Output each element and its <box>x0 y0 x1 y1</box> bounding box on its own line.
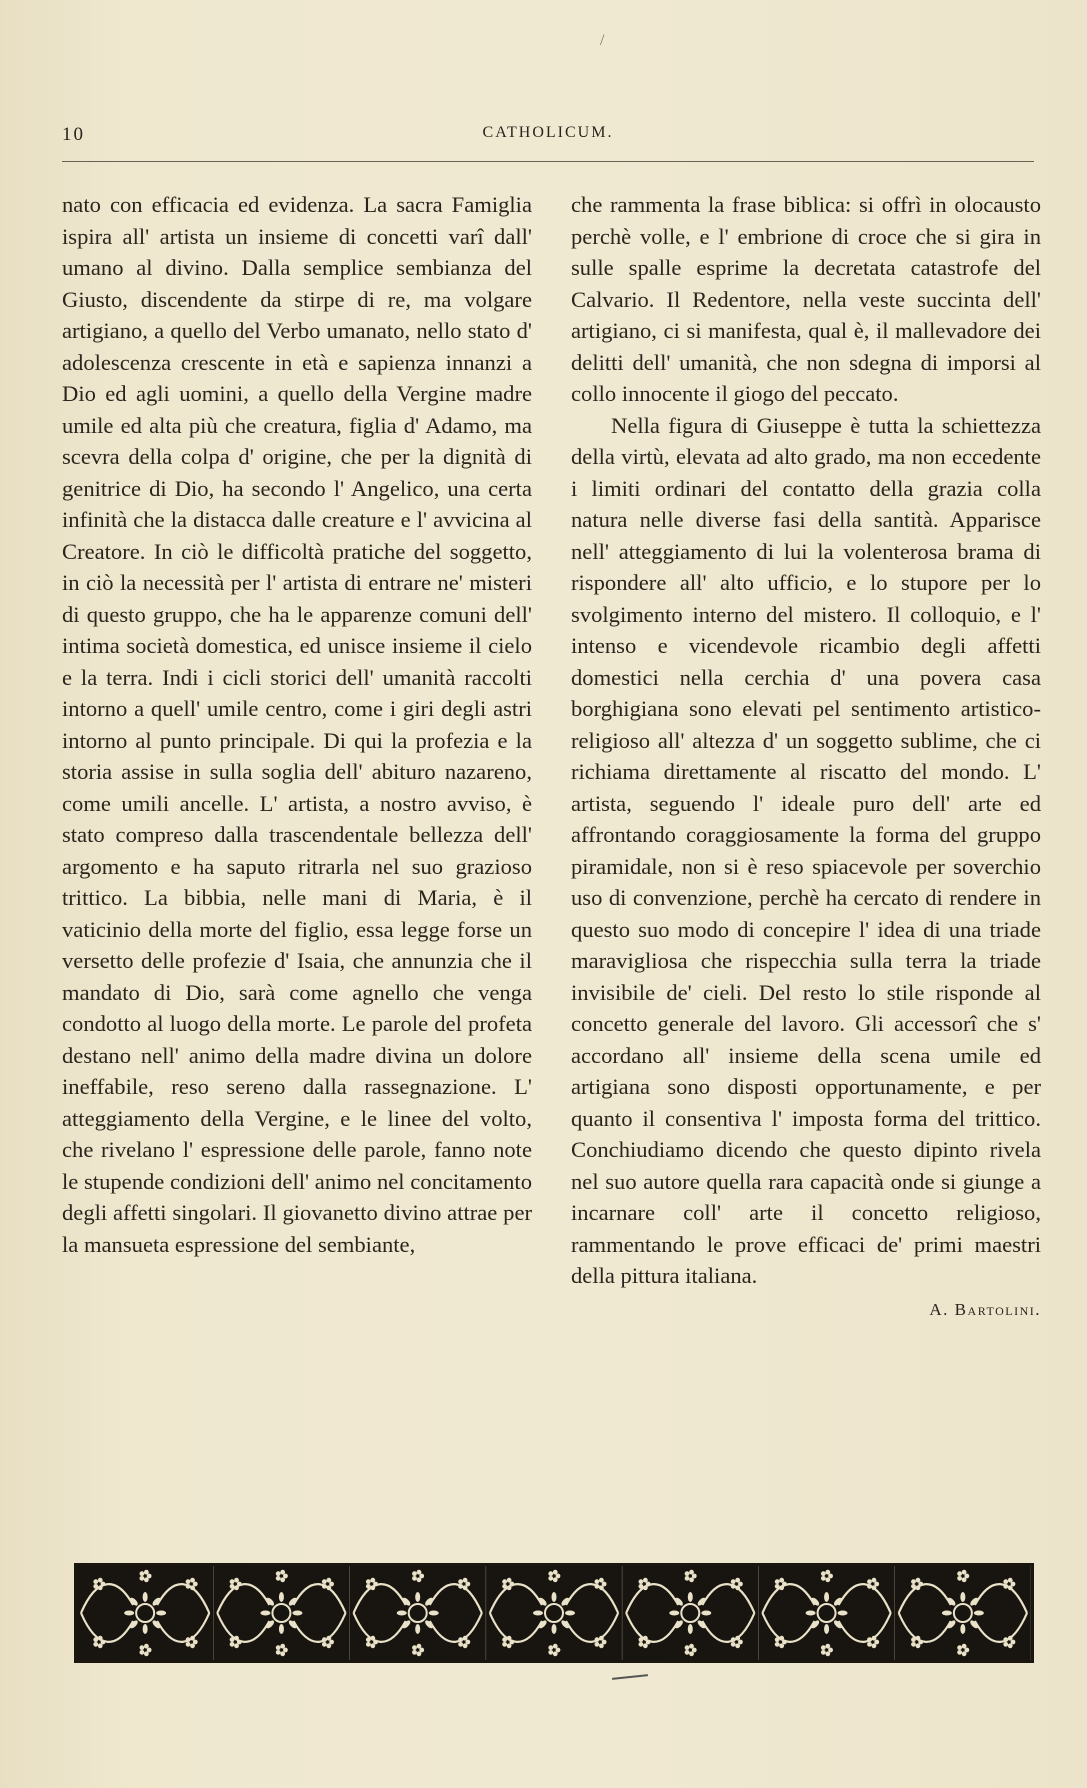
left-column <box>62 189 532 1260</box>
page-number: 10 <box>62 124 85 145</box>
running-title: CATHOLICUM. <box>482 124 614 141</box>
right-paragraph-1: che rammenta la frase biblica: si offrì in olocausto perchè volle, e l' embrione di croce che si gira in sulle spalle esprime la decretata catastrofe del Calvario. Il Redentore, nella veste succinta dell' artigiano, ci si manifesta, qual è, il mallevadore dei delitti dell' umanità, che non sdegna di imporsi al collo innocente il giogo del peccato. <box>571 192 1041 406</box>
right-column <box>571 189 1041 1325</box>
page-header <box>62 124 1034 154</box>
ink-mark: / <box>600 32 605 49</box>
author-signature: A. Bartolini. <box>929 1299 1041 1319</box>
header-rule <box>62 161 1034 162</box>
ink-dash <box>612 1674 648 1680</box>
left-column-text: nato con efficacia ed evidenza. La sacra Famiglia ispira all' artista un insieme di concetti varî dall' umano al divino. Dalla semplice sembianza del Giusto, discendente da stirpe di re, ma volgare artigiano, a quello del Verbo umanato, nello stato d' adolescenza crescente in età e sapienza innanzi a Dio ed agli uomini, a quello della Vergine madre umile ed alta più che creatura, figlia d' Adamo, ma scevra della colpa d' origine, che per la dignità di genitrice di Dio, ha secondo l' Angelico, una certa infinità che la distacca dalle creature e l' avvicina al Creatore. In ciò le difficoltà pratiche del soggetto, in ciò la necessità per l' artista di entrare ne' misteri di questo gruppo, che ha le apparenze comuni dell' intima società domestica, ed unisce insieme il cielo e la terra. Indi i cicli storici dell' umanità raccolti intorno a quell' umile centro, come i giri degli astri intorno al punto principale. Di qui la profezia e la storia assise in sulla soglia dell' abituro nazareno, come umili ancelle. L' artista, a nostro avviso, è stato compreso dalla trascendentale bellezza dell' argomento e ha saputo ritrarla nel suo grazioso trittico. La bibbia, nelle mani di Maria, è il vaticinio della morte del figlio, essa legge forse un versetto delle profezie d' Isaia, che annunzia che il mandato di Dio, sarà come agnello che venga condotto al luogo della morte. Le parole del profeta destano nell' animo della madre divina un dolore ineffabile, reso sereno dalla rassegnazione. L' atteggiamento della Vergine, e le linee del volto, che rivelano l' espressione delle parole, fanno note le stupende condizioni dell' animo nel concitamento degli affetti singolari. Il giovanetto divino attrae per la mansueta espressione del sembiante, <box>62 192 532 1257</box>
floral-arabesque-border-icon <box>74 1563 1034 1663</box>
right-paragraph-2: Nella figura di Giuseppe è tutta la schiettezza della virtù, elevata ad alto grado, ma non eccedente i limiti ordinari del contatto della grazia colla natura nelle diverse fasi della santità. Apparisce nell' atteggiamento di lui la volenterosa brama di rispondere all' alto ufficio, e lo stupore per lo svolgimento interno del mistero. Il colloquio, e l' intenso e vicendevole ricambio degli affetti domestici nella cerchia d' una povera casa borghigiana sono elevati pel sentimento artistico-religioso all' altezza d' un soggetto sublime, che ci richiama direttamente al riscatto del mondo. L' artista, seguendo l' ideale puro dell' arte ed affrontando coraggiosamente la forma del gruppo piramidale, non si è reso spiacevole per soverchio uso di convenzione, perchè ha cercato di rendere in questo suo modo di concepire l' idea di una triade maravigliosa che rispecchia sulla terra la triade invisibile de' cieli. Del resto lo stile risponde al concetto generale del lavoro. Gli accessorî che s' accordano all' insieme della scena umile ed artigiana sono disposti opportunamente, e per quanto il consentiva l' imposta forma del trittico. Conchiudiamo dicendo che questo dipinto rivela nel suo autore quella rara capacità onde si giunge a incarnare coll' arte il concetto religioso, rammentando le prove efficaci de' primi maestri della pittura italiana. <box>571 412 1041 1288</box>
